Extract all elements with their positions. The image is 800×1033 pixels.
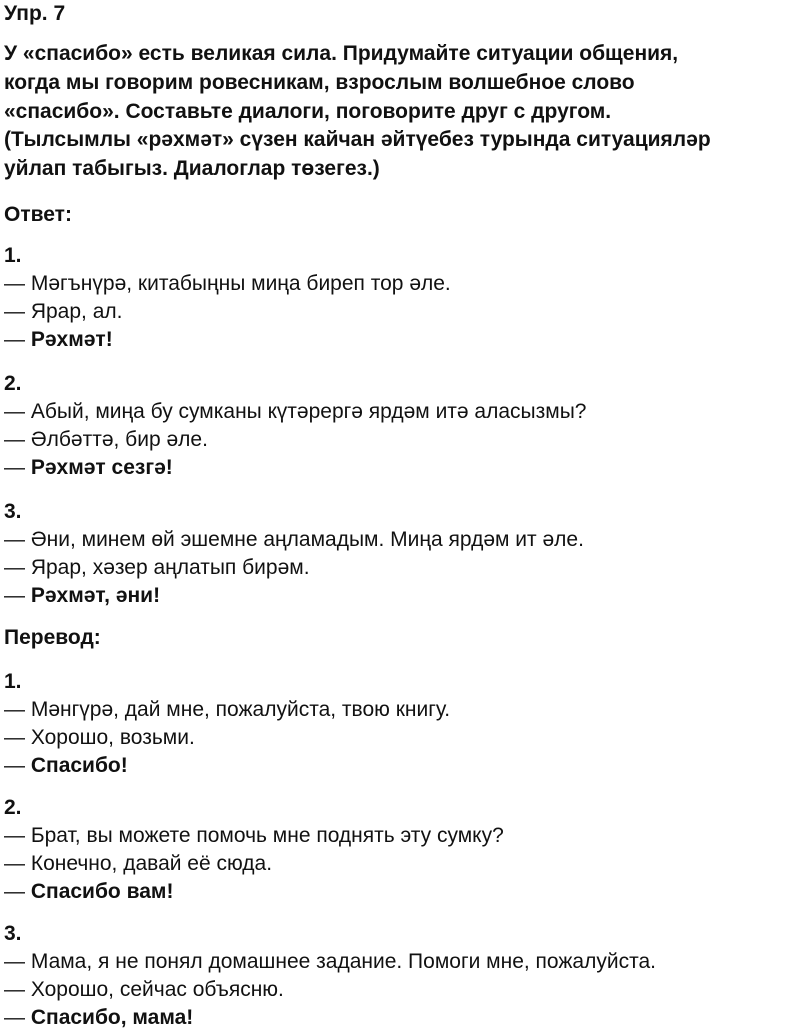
dash: — xyxy=(4,754,31,777)
thanks-reply: Спасибо вам! xyxy=(30,880,174,903)
dialog-line: — Әни, минем өй эшемне аңламадым. Миңа ярдәм ит әле. xyxy=(4,528,584,551)
dialog-number: 3. xyxy=(4,922,22,945)
dash: — xyxy=(4,328,31,351)
dialog-line-final xyxy=(4,454,586,482)
dialog-line: — Ярар, хәзер аңлатып бирәм. xyxy=(4,556,310,579)
dialog-line: — Ярар, ал. xyxy=(4,300,123,323)
thanks-reply: Рәхмәт, әни! xyxy=(30,584,161,607)
dash: — xyxy=(4,456,31,479)
dialog-line: — Конечно, давай её сюда. xyxy=(4,852,273,875)
dialog-number: 2. xyxy=(4,796,22,819)
translation-dialog-2 xyxy=(4,794,504,906)
dialog-line: — Хорошо, возьми. xyxy=(4,726,195,749)
dialog-line: — Мәнгүрә, дай мне, пожалуйста, твою книгу. xyxy=(4,698,451,721)
dialog-line-final xyxy=(4,326,451,354)
task-line: уйлап табыгыз. Диалоглар төзегез.) xyxy=(4,157,380,181)
dialog-line: — Әлбәттә, бир әле. xyxy=(4,428,208,451)
dialog-number: 3. xyxy=(4,500,22,523)
dash: — xyxy=(4,880,31,903)
task-text xyxy=(4,40,711,184)
task-line: (Тылсымлы «рәхмәт» сүзен кайчан әйтүебез турында ситуацияләр xyxy=(4,128,711,152)
translation-dialog-3 xyxy=(4,920,656,1032)
answer-dialog-2 xyxy=(4,370,586,482)
dialog-line: — Мама, я не понял домашнее задание. Помоги мне, пожалуйста. xyxy=(4,950,656,973)
answer-heading: Ответ: xyxy=(4,203,72,226)
dialog-line-final xyxy=(4,878,504,906)
task-line: когда мы говорим ровесникам, взрослым волшебное слово xyxy=(4,70,635,94)
answer-dialog-1 xyxy=(4,242,451,354)
dialog-line-final xyxy=(4,1004,656,1032)
dash: — xyxy=(4,1006,31,1029)
task-line: «спасибо». Составьте диалоги, поговорите друг с другом. xyxy=(4,99,612,123)
dialog-number: 1. xyxy=(4,244,22,267)
dialog-number: 1. xyxy=(4,670,22,693)
translation-heading: Перевод: xyxy=(4,626,101,649)
dialog-number: 2. xyxy=(4,372,22,395)
dialog-line-final xyxy=(4,752,450,780)
task-line: У «спасибо» есть великая сила. Придумайте ситуации общения, xyxy=(4,42,679,65)
dialog-line: — Хорошо, сейчас объясню. xyxy=(4,978,284,1001)
dash: — xyxy=(4,584,31,607)
thanks-reply: Спасибо! xyxy=(30,754,128,777)
dialog-line: — Брат, вы можете помочь мне поднять эту сумку? xyxy=(4,824,504,847)
thanks-reply: Рәхмәт сезгә! xyxy=(30,456,173,479)
dialog-line: — Абый, миңа бу сумканы күтәрергә ярдәм итә аласызмы? xyxy=(4,400,587,423)
thanks-reply: Спасибо, мама! xyxy=(30,1006,194,1029)
dialog-line: — Мәгънүрә, китабыңны миңа биреп тор әле. xyxy=(4,272,451,295)
translation-dialog-1 xyxy=(4,668,450,780)
dialog-line-final xyxy=(4,582,584,610)
exercise-title: Упр. 7 xyxy=(4,2,66,25)
answer-dialog-3 xyxy=(4,498,584,610)
thanks-reply: Рәхмәт! xyxy=(30,328,113,351)
